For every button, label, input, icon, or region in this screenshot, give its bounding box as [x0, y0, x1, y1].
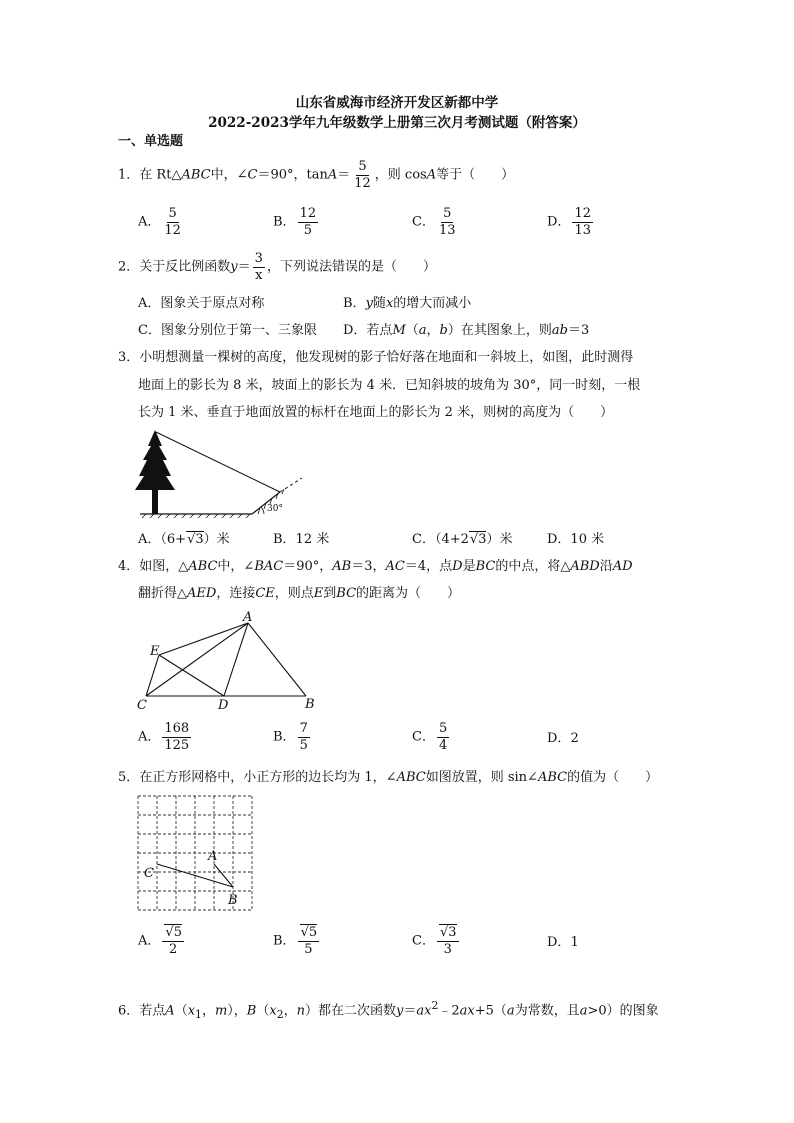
question-2: 2．关于反比例函数y＝ $\frac{3}{x}$ ，下列说法错误的是（ ） [118, 251, 436, 283]
point-label-c: C [144, 866, 154, 881]
q2-option-b: B．y随x的增大而减小 [343, 296, 472, 311]
q2-option-d: D．若点M（a，b）在其图象上，则ab＝3 [343, 323, 590, 338]
point-label-c: C [137, 698, 147, 713]
point-label-b: B [305, 697, 315, 712]
fraction: $\frac{5}{12}$ [354, 159, 371, 191]
question-3-line1: 3．小明想测量一棵树的高度，他发现树的影子恰好落在地面和一斜坡上，如图，此时测得 [118, 350, 634, 365]
q5-option-c: C． $\frac{√3}{3}$ [412, 925, 457, 957]
tree-shadow-figure [130, 428, 320, 524]
q1-option-c: C． $\frac{5}{13}$ [412, 206, 456, 238]
q3-option-c: C．（4+2√3）米 [412, 532, 513, 547]
question-4-line1: 4．如图，△ABC中，∠BAC＝90°，AB＝3，AC＝4，点D是BC的中点，将△ABD沿AD [118, 559, 633, 574]
q5-option-b: B． $\frac{√5}{5}$ [273, 925, 318, 957]
point-label-e: E [150, 644, 160, 659]
triangle-fold-figure [130, 610, 325, 714]
q3-option-a: A．（6+√3）米 [138, 532, 230, 547]
document-title-line2: 2022-2023学年九年级数学上册第三次月考测试题（附答案） [208, 115, 586, 131]
square-grid-figure [136, 794, 256, 914]
q2-option-c: C．图象分别位于第一、三象限 [138, 323, 317, 338]
q5-option-a: A． $\frac{√5}{2}$ [138, 925, 182, 957]
q3-option-b: B．12 米 [273, 532, 330, 547]
angle-label: 30° [267, 504, 283, 514]
section-heading: 一、单选题 [118, 134, 184, 149]
question-5: 5．在正方形网格中，小正方形的边长均为 1，∠ABC如图放置，则 sin∠ABC的值为（ ） [118, 770, 659, 785]
q2-option-a: A．图象关于原点对称 [138, 296, 265, 311]
q4-option-a: A． $\frac{168}{125}$ [138, 721, 190, 753]
q1-option-b: B． $\frac{12}{5}$ [273, 206, 317, 238]
point-label-a: A [208, 849, 218, 864]
q4-option-d: D．2 [547, 731, 579, 746]
document-title-line1: 山东省威海市经济开发区新都中学 [295, 95, 499, 111]
question-6: 6．若点$A(x_1$，m），$B(x_2$，n）都在二次函数$y=ax^2﹣2ax+5(a$为常数，且a>0）的图象 [118, 999, 659, 1021]
question-4-line2: 翻折得△AED，连接CE，则点E到BC的距离为（ ） [138, 586, 461, 601]
point-label-a: A [243, 610, 253, 625]
q4-option-b: B． $\frac{7}{5}$ [273, 721, 308, 753]
q5-option-d: D．1 [547, 935, 579, 950]
question-1: 1．在 Rt△ABC中，∠C＝90°，tanA＝ $\frac{5}{12}$ ，则 cosA等于（ ） [118, 159, 515, 191]
point-label-d: D [218, 698, 229, 713]
q1-option-d: D． $\frac{12}{13}$ [547, 206, 591, 238]
question-3-line3: 长为 1 米、垂直于地面放置的标杆在地面上的影长为 2 米，则树的高度为（ ） [138, 405, 614, 420]
point-label-b: B [228, 893, 238, 908]
q3-option-d: D．10 米 [547, 532, 605, 547]
q1-option-a: A． $\frac{5}{12}$ [138, 206, 181, 238]
q4-option-c: C． $\frac{5}{4}$ [412, 721, 448, 753]
question-3-line2: 地面上的影长为 8 米，坡面上的影长为 4 米．已知斜坡的坡角为 30°，同一时刻，一根 [138, 378, 641, 393]
